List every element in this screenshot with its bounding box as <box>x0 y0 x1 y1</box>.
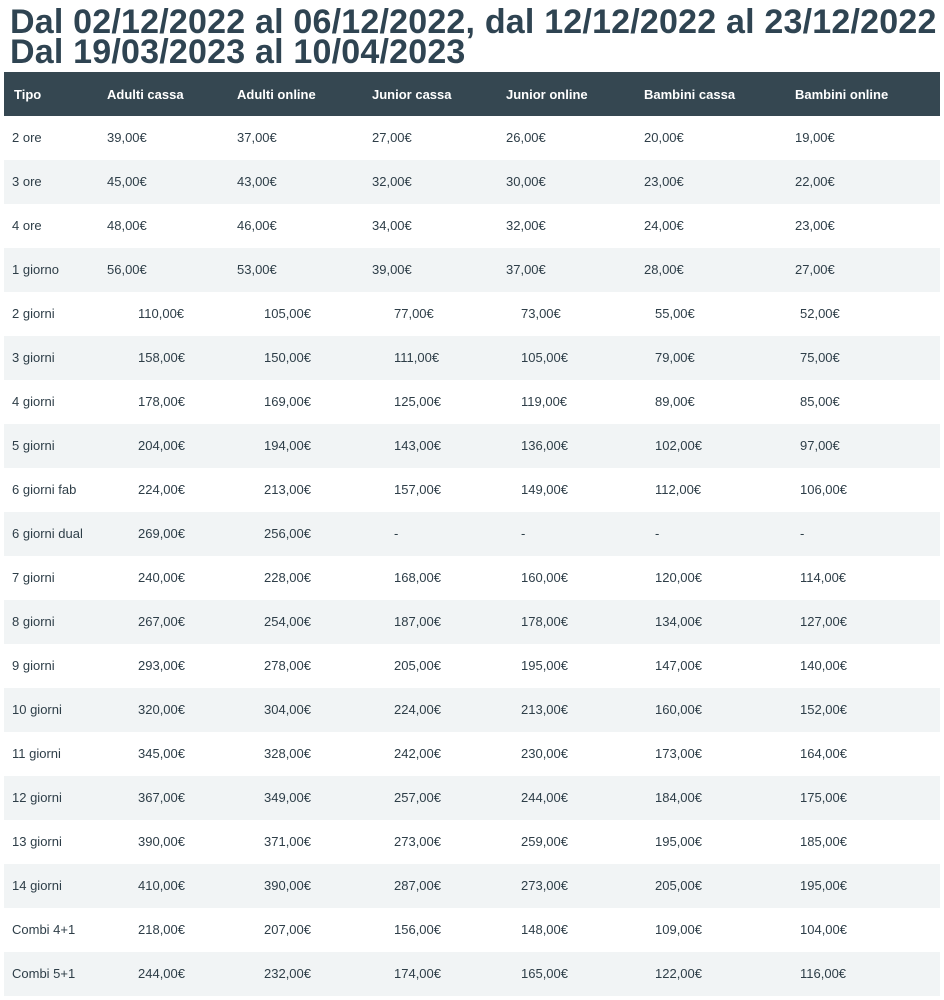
price-cell-junior-online: 195,00€ <box>521 658 568 673</box>
price-cell-adulti-online: 256,00€ <box>264 526 311 541</box>
price-cell-junior-cassa: 157,00€ <box>394 482 441 497</box>
column-header-tipo: Tipo <box>14 87 42 102</box>
row-label: 13 giorni <box>12 834 62 849</box>
price-cell-junior-cassa: 242,00€ <box>394 746 441 761</box>
price-cell-junior-cassa: 27,00€ <box>372 130 412 145</box>
table-row <box>4 336 940 380</box>
table-row <box>4 600 940 644</box>
price-cell-bambini-cassa: 109,00€ <box>655 922 702 937</box>
price-cell-bambini-online: - <box>800 526 805 541</box>
price-cell-bambini-online: 195,00€ <box>800 878 847 893</box>
row-label: Combi 5+1 <box>12 966 76 981</box>
price-cell-bambini-cassa: 20,00€ <box>644 130 684 145</box>
price-cell-bambini-cassa: 23,00€ <box>644 174 684 189</box>
price-cell-bambini-cassa: 89,00€ <box>655 394 695 409</box>
row-label: 1 giorno <box>12 262 59 277</box>
price-cell-junior-online: 73,00€ <box>521 306 561 321</box>
page-title: Dal 02/12/2022 al 06/12/2022, dal 12/12/2022 al 23/12/2022 <box>10 3 937 41</box>
table-row <box>4 512 940 556</box>
price-cell-bambini-cassa: 147,00€ <box>655 658 702 673</box>
row-label: 12 giorni <box>12 790 62 805</box>
price-cell-junior-cassa: 174,00€ <box>394 966 441 981</box>
price-cell-bambini-online: 175,00€ <box>800 790 847 805</box>
row-label: Combi 4+1 <box>12 922 76 937</box>
price-cell-adulti-online: 194,00€ <box>264 438 311 453</box>
price-cell-bambini-cassa: 55,00€ <box>655 306 695 321</box>
price-cell-bambini-cassa: 122,00€ <box>655 966 702 981</box>
row-label: 2 giorni <box>12 306 55 321</box>
price-cell-junior-online: 30,00€ <box>506 174 546 189</box>
row-label: 9 giorni <box>12 658 55 673</box>
column-header-junior-cassa: Junior cassa <box>372 87 452 102</box>
price-cell-junior-online: 244,00€ <box>521 790 568 805</box>
row-label: 6 giorni dual <box>12 526 83 541</box>
column-header-bambini-cassa: Bambini cassa <box>644 87 736 102</box>
price-cell-bambini-online: 22,00€ <box>795 174 835 189</box>
price-cell-junior-online: 37,00€ <box>506 262 546 277</box>
price-cell-junior-cassa: 111,00€ <box>394 350 440 365</box>
price-cell-adulti-online: 328,00€ <box>264 746 311 761</box>
price-cell-adulti-cassa: 244,00€ <box>138 966 185 981</box>
price-cell-junior-online: 259,00€ <box>521 834 568 849</box>
price-cell-bambini-cassa: 173,00€ <box>655 746 702 761</box>
price-cell-adulti-cassa: 293,00€ <box>138 658 185 673</box>
price-cell-adulti-online: 213,00€ <box>264 482 311 497</box>
price-cell-adulti-cassa: 267,00€ <box>138 614 185 629</box>
price-cell-junior-cassa: 156,00€ <box>394 922 441 937</box>
table-row <box>4 820 940 864</box>
price-cell-bambini-cassa: 195,00€ <box>655 834 702 849</box>
price-cell-adulti-online: 37,00€ <box>237 130 277 145</box>
price-cell-junior-online: 178,00€ <box>521 614 568 629</box>
table-row <box>4 204 940 248</box>
table-row <box>4 468 940 512</box>
price-cell-bambini-cassa: 79,00€ <box>655 350 695 365</box>
price-cell-bambini-online: 116,00€ <box>800 966 847 981</box>
page-subtitle: Dal 19/03/2023 al 10/04/2023 <box>10 33 466 71</box>
price-cell-junior-online: 165,00€ <box>521 966 568 981</box>
price-cell-junior-cassa: - <box>394 526 399 541</box>
price-cell-bambini-online: 106,00€ <box>800 482 847 497</box>
price-cell-adulti-online: 278,00€ <box>264 658 311 673</box>
price-cell-adulti-cassa: 204,00€ <box>138 438 185 453</box>
price-cell-adulti-online: 169,00€ <box>264 394 311 409</box>
price-cell-bambini-online: 27,00€ <box>795 262 835 277</box>
price-cell-adulti-online: 228,00€ <box>264 570 311 585</box>
price-cell-adulti-cassa: 410,00€ <box>138 878 185 893</box>
price-cell-bambini-cassa: 184,00€ <box>655 790 702 805</box>
price-cell-junior-cassa: 125,00€ <box>394 394 441 409</box>
price-cell-adulti-online: 53,00€ <box>237 262 277 277</box>
table-row <box>4 864 940 908</box>
row-label: 4 giorni <box>12 394 55 409</box>
price-cell-adulti-cassa: 178,00€ <box>138 394 185 409</box>
price-cell-bambini-cassa: 24,00€ <box>644 218 684 233</box>
price-cell-bambini-cassa: 102,00€ <box>655 438 702 453</box>
row-label: 11 giorni <box>12 746 61 761</box>
price-cell-adulti-online: 43,00€ <box>237 174 277 189</box>
price-cell-adulti-online: 349,00€ <box>264 790 311 805</box>
table-row <box>4 556 940 600</box>
price-cell-adulti-cassa: 56,00€ <box>107 262 147 277</box>
row-label: 4 ore <box>12 218 42 233</box>
price-cell-junior-cassa: 77,00€ <box>394 306 434 321</box>
price-cell-junior-cassa: 168,00€ <box>394 570 441 585</box>
column-header-adulti-cassa: Adulti cassa <box>107 87 184 102</box>
price-cell-adulti-online: 150,00€ <box>264 350 311 365</box>
column-header-bambini-online: Bambini online <box>795 87 889 102</box>
price-cell-adulti-online: 232,00€ <box>264 966 311 981</box>
table-row <box>4 644 940 688</box>
price-cell-bambini-online: 185,00€ <box>800 834 847 849</box>
price-cell-adulti-cassa: 158,00€ <box>138 350 185 365</box>
table-row <box>4 776 940 820</box>
price-cell-bambini-online: 104,00€ <box>800 922 847 937</box>
price-cell-junior-online: 26,00€ <box>506 130 546 145</box>
row-label: 14 giorni <box>12 878 62 893</box>
price-cell-junior-cassa: 273,00€ <box>394 834 441 849</box>
price-cell-bambini-online: 85,00€ <box>800 394 840 409</box>
price-cell-junior-cassa: 32,00€ <box>372 174 412 189</box>
row-label: 8 giorni <box>12 614 55 629</box>
price-cell-bambini-online: 52,00€ <box>800 306 840 321</box>
row-label: 10 giorni <box>12 702 62 717</box>
price-cell-junior-cassa: 187,00€ <box>394 614 441 629</box>
price-cell-junior-cassa: 257,00€ <box>394 790 441 805</box>
price-cell-bambini-cassa: 160,00€ <box>655 702 702 717</box>
price-cell-bambini-online: 114,00€ <box>800 570 847 585</box>
price-cell-adulti-online: 207,00€ <box>264 922 311 937</box>
price-cell-junior-online: 213,00€ <box>521 702 568 717</box>
price-cell-adulti-cassa: 218,00€ <box>138 922 185 937</box>
price-table-header <box>4 72 940 116</box>
price-cell-junior-online: 160,00€ <box>521 570 568 585</box>
price-cell-bambini-online: 164,00€ <box>800 746 847 761</box>
price-cell-adulti-online: 371,00€ <box>264 834 311 849</box>
price-cell-adulti-cassa: 240,00€ <box>138 570 185 585</box>
price-cell-junior-online: 32,00€ <box>506 218 546 233</box>
table-row <box>4 732 940 776</box>
price-cell-junior-online: 230,00€ <box>521 746 568 761</box>
table-row <box>4 292 940 336</box>
price-cell-junior-online: 119,00€ <box>521 394 568 409</box>
price-cell-junior-cassa: 39,00€ <box>372 262 412 277</box>
price-cell-adulti-cassa: 367,00€ <box>138 790 185 805</box>
price-cell-bambini-cassa: 134,00€ <box>655 614 702 629</box>
table-row <box>4 952 940 996</box>
row-label: 3 ore <box>12 174 42 189</box>
row-label: 3 giorni <box>12 350 55 365</box>
table-row <box>4 248 940 292</box>
price-cell-bambini-online: 127,00€ <box>800 614 847 629</box>
price-cell-adulti-online: 304,00€ <box>264 702 311 717</box>
table-row <box>4 160 940 204</box>
price-cell-junior-cassa: 205,00€ <box>394 658 441 673</box>
price-cell-junior-cassa: 224,00€ <box>394 702 441 717</box>
price-cell-adulti-cassa: 320,00€ <box>138 702 185 717</box>
price-cell-adulti-online: 105,00€ <box>264 306 311 321</box>
price-cell-bambini-cassa: 112,00€ <box>655 482 702 497</box>
price-cell-adulti-online: 254,00€ <box>264 614 311 629</box>
column-header-adulti-online: Adulti online <box>237 87 316 102</box>
price-cell-adulti-cassa: 39,00€ <box>107 130 147 145</box>
price-cell-adulti-cassa: 48,00€ <box>107 218 147 233</box>
price-cell-bambini-online: 75,00€ <box>800 350 840 365</box>
column-header-junior-online: Junior online <box>506 87 588 102</box>
price-cell-adulti-cassa: 45,00€ <box>107 174 147 189</box>
price-cell-bambini-cassa: 28,00€ <box>644 262 684 277</box>
price-cell-adulti-online: 46,00€ <box>237 218 277 233</box>
price-cell-junior-cassa: 287,00€ <box>394 878 441 893</box>
price-cell-adulti-cassa: 390,00€ <box>138 834 185 849</box>
price-cell-adulti-cassa: 269,00€ <box>138 526 185 541</box>
price-cell-bambini-online: 152,00€ <box>800 702 847 717</box>
price-cell-bambini-cassa: 205,00€ <box>655 878 702 893</box>
price-cell-bambini-cassa: 120,00€ <box>655 570 702 585</box>
price-cell-bambini-cassa: - <box>655 526 660 541</box>
price-cell-bambini-online: 23,00€ <box>795 218 835 233</box>
table-row <box>4 116 940 160</box>
table-row <box>4 424 940 468</box>
row-label: 7 giorni <box>12 570 55 585</box>
row-label: 5 giorni <box>12 438 55 453</box>
price-cell-junior-online: 105,00€ <box>521 350 568 365</box>
price-cell-bambini-online: 19,00€ <box>795 130 835 145</box>
price-cell-junior-cassa: 34,00€ <box>372 218 412 233</box>
price-cell-adulti-online: 390,00€ <box>264 878 311 893</box>
row-label: 6 giorni fab <box>12 482 77 497</box>
price-cell-adulti-cassa: 110,00€ <box>138 306 185 321</box>
price-cell-junior-online: - <box>521 526 526 541</box>
price-cell-junior-online: 148,00€ <box>521 922 568 937</box>
price-cell-junior-cassa: 143,00€ <box>394 438 441 453</box>
table-row <box>4 688 940 732</box>
price-cell-junior-online: 273,00€ <box>521 878 568 893</box>
table-row <box>4 908 940 952</box>
price-cell-adulti-cassa: 345,00€ <box>138 746 185 761</box>
price-cell-bambini-online: 140,00€ <box>800 658 847 673</box>
price-cell-adulti-cassa: 224,00€ <box>138 482 185 497</box>
table-row <box>4 380 940 424</box>
price-cell-junior-online: 149,00€ <box>521 482 568 497</box>
row-label: 2 ore <box>12 130 42 145</box>
price-cell-junior-online: 136,00€ <box>521 438 568 453</box>
price-cell-bambini-online: 97,00€ <box>800 438 840 453</box>
